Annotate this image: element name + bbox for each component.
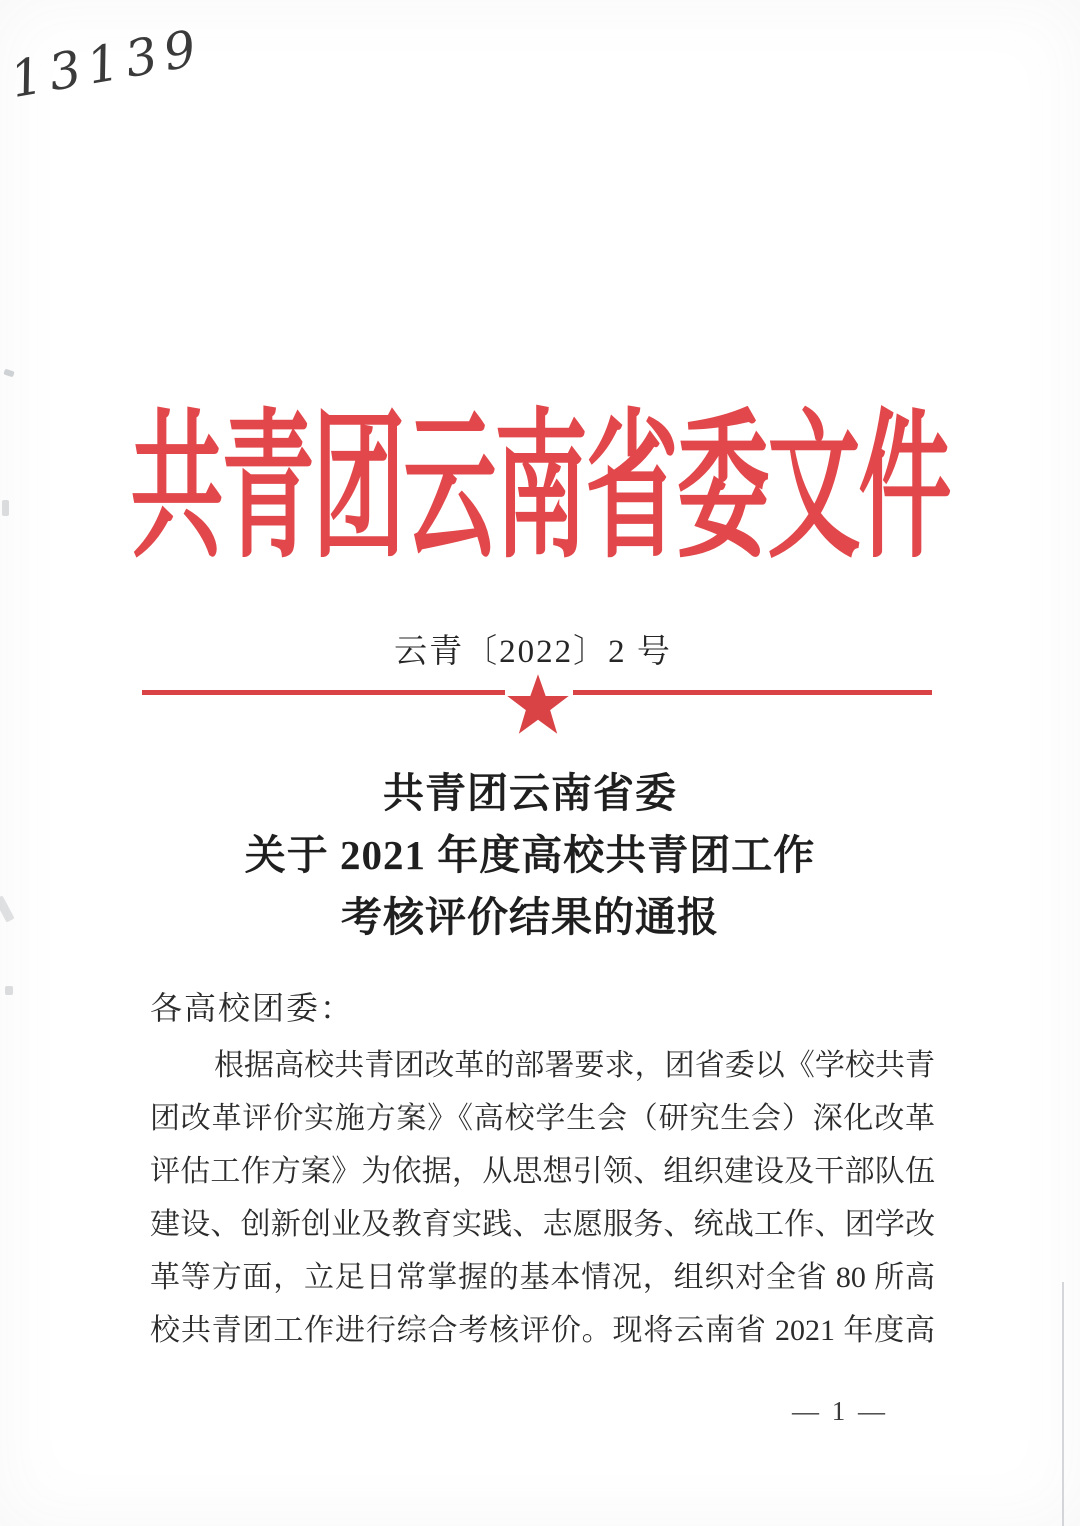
scan-artifact-edge-line (1062, 1282, 1064, 1526)
notice-title-line-3: 考核评价结果的通报 (341, 894, 719, 940)
red-star-icon (506, 671, 570, 739)
body-line-3: 评估工作方案》为依据，从思想引领、组织建设及干部队伍 (150, 1155, 935, 1188)
red-header-banner-title: 共青团云南省委文件 (130, 394, 950, 580)
body-paragraph (150, 1039, 935, 1357)
body-line-6: 校共青团工作进行综合考核评价。现将云南省 2021 年度高 (150, 1314, 935, 1347)
notice-title-line-2: 关于 2021 年度高校共青团工作 (244, 832, 816, 878)
notice-title (0, 762, 1060, 948)
handwritten-registry-number: 13139 (6, 18, 208, 110)
body-line-1: 根据高校共青团改革的部署要求，团省委以《学校共青 (214, 1049, 935, 1082)
document-reference-number: 云青〔2022〕2 号 (394, 634, 672, 670)
salutation-line: 各高校团委： (150, 990, 355, 1026)
page-number: — 1 — (792, 1396, 888, 1426)
scan-artifact-speck (3, 369, 14, 378)
body-line-5: 革等方面，立足日常掌握的基本情况，组织对全省 80 所高 (150, 1261, 935, 1294)
notice-title-line-1: 共青团云南省委 (383, 770, 677, 816)
body-line-2: 团改革评价实施方案》《高校学生会（研究生会）深化改革 (150, 1102, 935, 1135)
red-rule-left-segment (142, 690, 505, 695)
red-rule-right-segment (573, 690, 932, 695)
body-line-4: 建设、创新创业及教育实践、志愿服务、统战工作、团学改 (150, 1208, 935, 1241)
scan-artifact-speck (5, 986, 13, 995)
scan-artifact-speck (2, 500, 9, 516)
